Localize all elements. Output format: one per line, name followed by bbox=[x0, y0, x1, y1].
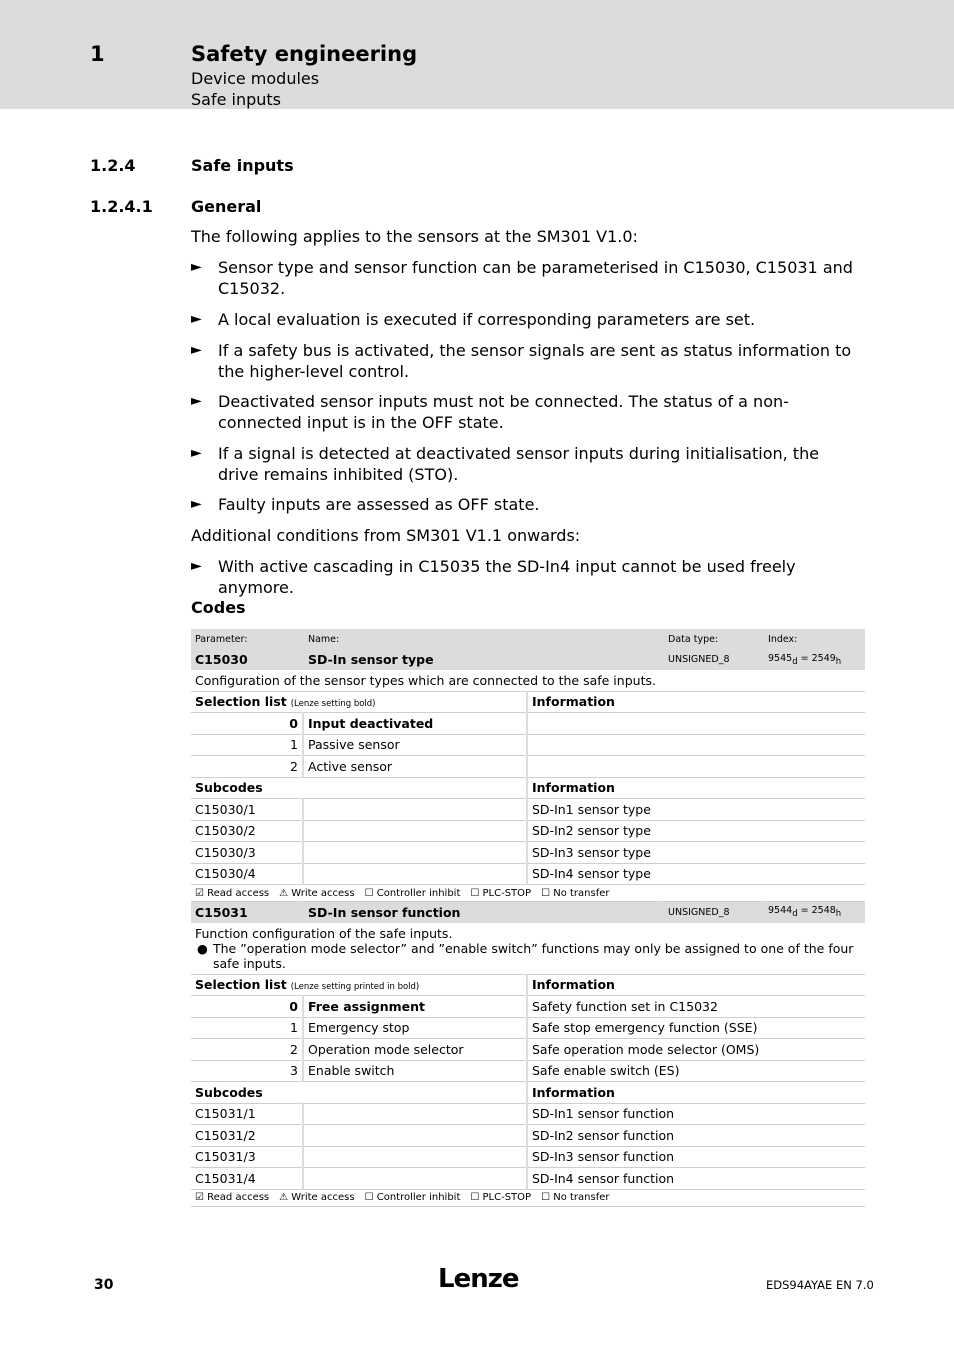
selection-value: 2 bbox=[191, 756, 303, 778]
selection-info bbox=[527, 756, 865, 778]
selection-value: 0 bbox=[191, 996, 303, 1018]
subcode-spacer bbox=[303, 863, 527, 885]
param-index: $9544_d = 2548_h$ bbox=[763, 902, 865, 923]
section-title: Safe inputs bbox=[191, 156, 294, 175]
subcode: C15031/1 bbox=[191, 1103, 303, 1125]
param-code: C15031 bbox=[191, 902, 303, 923]
param-name: SD-In sensor type bbox=[303, 650, 663, 671]
information-header: Information bbox=[527, 691, 865, 713]
breadcrumb-safe-inputs: Safe inputs bbox=[191, 90, 282, 109]
param-index: $9545_d = 2549_h$ bbox=[763, 650, 865, 671]
selection-label: Enable switch bbox=[303, 1060, 527, 1082]
selection-label: Passive sensor bbox=[303, 734, 527, 756]
intro-text: The following applies to the sensors at the SM301 V1.0: bbox=[191, 227, 638, 246]
section-number: 1.2.4 bbox=[90, 156, 136, 175]
chapter-title: Safety engineering bbox=[191, 42, 418, 66]
arrow-icon: ► bbox=[191, 558, 202, 574]
param-datatype: UNSIGNED_8 bbox=[663, 902, 763, 923]
access-legend: ☑ Read access ⚠ Write access ☐ Controller inhibit ☐ PLC-STOP ☐ No transfer bbox=[191, 885, 865, 902]
subcode-info: SD-In3 sensor function bbox=[527, 1146, 865, 1168]
subcode: C15030/1 bbox=[191, 799, 303, 821]
header-band bbox=[0, 0, 954, 109]
subcode-info: SD-In1 sensor type bbox=[527, 799, 865, 821]
selection-value: 0 bbox=[191, 713, 303, 735]
selection-value: 3 bbox=[191, 1060, 303, 1082]
subcode: C15030/3 bbox=[191, 842, 303, 864]
subcode: C15030/2 bbox=[191, 820, 303, 842]
subcode-spacer bbox=[303, 820, 527, 842]
param-description: Function configuration of the safe inputs. ● The ”operation mode selector” and ”enable switch” functions may only be assigned to one of the four safe inputs. bbox=[191, 923, 865, 975]
subcodes-header: Subcodes bbox=[191, 777, 527, 799]
subcodes-header: Subcodes bbox=[191, 1082, 527, 1104]
arrow-icon: ► bbox=[191, 342, 202, 358]
subcode-spacer bbox=[303, 1168, 527, 1190]
param-code: C15030 bbox=[191, 650, 303, 671]
information-header: Information bbox=[527, 777, 865, 799]
arrow-icon: ► bbox=[191, 496, 202, 512]
subcode-info: SD-In2 sensor function bbox=[527, 1125, 865, 1147]
document-id: EDS94AYAE EN 7.0 bbox=[766, 1278, 874, 1292]
subcode: C15031/3 bbox=[191, 1146, 303, 1168]
selection-label: Emergency stop bbox=[303, 1017, 527, 1039]
arrow-icon: ► bbox=[191, 259, 202, 275]
hdr-parameter: Parameter: bbox=[191, 629, 303, 650]
selection-value: 1 bbox=[191, 734, 303, 756]
selection-info: Safe operation mode selector (OMS) bbox=[527, 1039, 865, 1061]
page-number: 30 bbox=[94, 1277, 114, 1293]
selection-info bbox=[527, 734, 865, 756]
hdr-index: Index: bbox=[763, 629, 865, 650]
breadcrumb-device-modules: Device modules bbox=[191, 69, 320, 88]
hdr-datatype: Data type: bbox=[663, 629, 763, 650]
subcode-info: SD-In3 sensor type bbox=[527, 842, 865, 864]
selection-list-header: Selection list (Lenze setting bold) bbox=[191, 691, 527, 713]
arrow-icon: ► bbox=[191, 393, 202, 409]
subcode-spacer bbox=[303, 1146, 527, 1168]
selection-list-header: Selection list (Lenze setting printed in bold) bbox=[191, 974, 527, 996]
subcode-info: SD-In4 sensor type bbox=[527, 863, 865, 885]
access-legend: ☑ Read access ⚠ Write access ☐ Controller inhibit ☐ PLC-STOP ☐ No transfer bbox=[191, 1189, 865, 1206]
arrow-icon: ► bbox=[191, 311, 202, 327]
selection-label: Free assignment bbox=[303, 996, 527, 1018]
hdr-name: Name: bbox=[303, 629, 663, 650]
subcode: C15031/2 bbox=[191, 1125, 303, 1147]
subcode-info: SD-In1 sensor function bbox=[527, 1103, 865, 1125]
subsection-title: General bbox=[191, 197, 262, 216]
subcode-spacer bbox=[303, 799, 527, 821]
subsection-number: 1.2.4.1 bbox=[90, 197, 153, 216]
chapter-number: 1 bbox=[90, 42, 105, 66]
lenze-logo: Lenze bbox=[438, 1264, 519, 1294]
codes-heading: Codes bbox=[191, 598, 246, 617]
information-header: Information bbox=[527, 1082, 865, 1104]
param-datatype: UNSIGNED_8 bbox=[663, 650, 763, 671]
information-header: Information bbox=[527, 974, 865, 996]
subcode-info: SD-In2 sensor type bbox=[527, 820, 865, 842]
subcode-spacer bbox=[303, 1103, 527, 1125]
subcode-info: SD-In4 sensor function bbox=[527, 1168, 865, 1190]
selection-value: 1 bbox=[191, 1017, 303, 1039]
selection-info: Safe enable switch (ES) bbox=[527, 1060, 865, 1082]
selection-label: Operation mode selector bbox=[303, 1039, 527, 1061]
selection-label: Active sensor bbox=[303, 756, 527, 778]
additional-intro: Additional conditions from SM301 V1.1 onwards: bbox=[191, 526, 581, 545]
subcode: C15031/4 bbox=[191, 1168, 303, 1190]
param-description: Configuration of the sensor types which are connected to the safe inputs. bbox=[191, 670, 865, 691]
selection-label: Input deactivated bbox=[303, 713, 527, 735]
selection-info: Safety function set in C15032 bbox=[527, 996, 865, 1018]
arrow-icon: ► bbox=[191, 445, 202, 461]
selection-info: Safe stop emergency function (SSE) bbox=[527, 1017, 865, 1039]
param-name: SD-In sensor function bbox=[303, 902, 663, 923]
subcode-spacer bbox=[303, 842, 527, 864]
subcode-spacer bbox=[303, 1125, 527, 1147]
selection-value: 2 bbox=[191, 1039, 303, 1061]
subcode: C15030/4 bbox=[191, 863, 303, 885]
parameter-table-c15030 bbox=[191, 629, 865, 1207]
selection-info bbox=[527, 713, 865, 735]
